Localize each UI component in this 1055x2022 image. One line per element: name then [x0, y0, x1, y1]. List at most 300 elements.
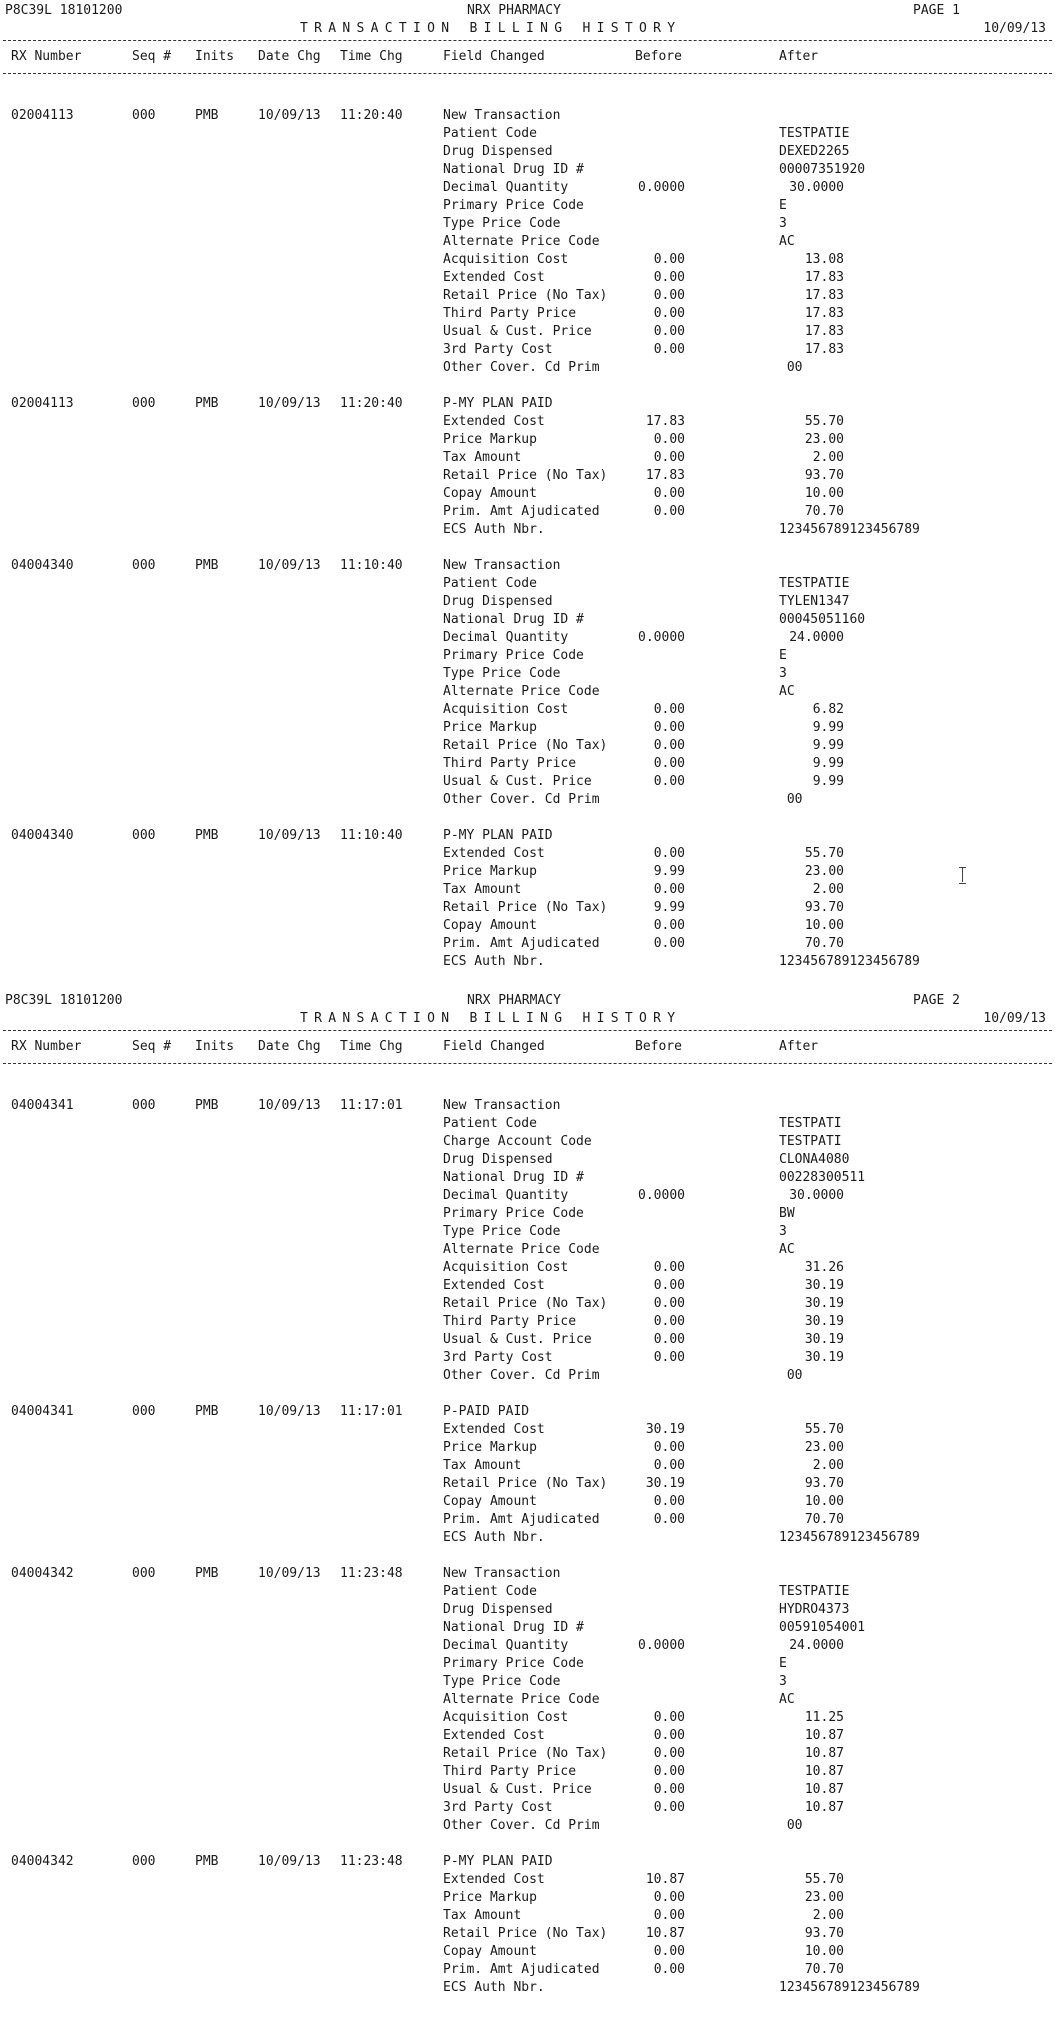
after-value: 31.26: [804, 1260, 844, 1275]
field-changed: New Transaction: [443, 1098, 561, 1113]
before-value: 0.0000: [638, 1638, 685, 1653]
transaction-line: [0, 162, 1055, 180]
before-value: 0.00: [653, 450, 685, 465]
transaction-line: [0, 954, 1055, 972]
before-value: 0.00: [653, 756, 685, 771]
field-changed: Primary Price Code: [443, 648, 584, 663]
seq-number: 000: [132, 828, 156, 843]
field-changed: Price Markup: [443, 1890, 537, 1905]
field-changed: P-PAID PAID: [443, 1404, 530, 1419]
field-changed: P-MY PLAN PAID: [443, 828, 553, 843]
field-changed: Retail Price (No Tax): [443, 288, 608, 303]
rx-number: 02004113: [11, 396, 74, 411]
after-value: 00228300511: [779, 1170, 866, 1185]
before-value: 0.00: [653, 288, 685, 303]
field-changed: Acquisition Cost: [443, 702, 569, 717]
field-changed: P-MY PLAN PAID: [443, 396, 553, 411]
transaction-line: [0, 1566, 1055, 1584]
transaction-line: [0, 198, 1055, 216]
seq-number: 000: [132, 558, 156, 573]
transaction-line: [0, 1872, 1055, 1890]
transaction-line: [0, 1962, 1055, 1980]
after-value: 24.0000: [789, 1638, 844, 1653]
before-value: 0.00: [653, 1494, 685, 1509]
field-changed: Drug Dispensed: [443, 594, 553, 609]
after-value: 17.83: [804, 270, 844, 285]
transaction-line: [0, 486, 1055, 504]
transaction-line: [0, 1296, 1055, 1314]
field-changed: Third Party Price: [443, 306, 577, 321]
field-changed: Patient Code: [443, 1116, 537, 1131]
after-value: 30.19: [804, 1296, 844, 1311]
report-title: TRANSACTION BILLING HISTORY: [300, 1011, 682, 1026]
after-value: E: [779, 1656, 787, 1671]
after-value: 30.0000: [789, 1188, 844, 1203]
column-headers: [0, 1031, 1055, 1063]
transaction-line: [0, 450, 1055, 468]
seq-number: 000: [132, 1566, 156, 1581]
field-changed: Other Cover. Cd Prim: [443, 792, 600, 807]
field-changed: Alternate Price Code: [443, 234, 600, 249]
after-value: HYDRO4373: [779, 1602, 850, 1617]
transaction-block: [0, 828, 1055, 972]
field-changed: Primary Price Code: [443, 1206, 584, 1221]
field-changed: Extended Cost: [443, 270, 545, 285]
before-value: 0.00: [653, 270, 685, 285]
field-changed: P-MY PLAN PAID: [443, 1854, 553, 1869]
transaction-line: [0, 1746, 1055, 1764]
after-value: 23.00: [804, 1440, 844, 1455]
before-value: 0.00: [653, 324, 685, 339]
before-value: 0.00: [653, 1710, 685, 1725]
after-value: E: [779, 198, 787, 213]
date-changed: 10/09/13: [258, 558, 321, 573]
after-value: 23.00: [804, 1890, 844, 1905]
after-value: 10.87: [804, 1746, 844, 1761]
transaction-block: [0, 1098, 1055, 1386]
after-value: 10.87: [804, 1764, 844, 1779]
after-value: AC: [779, 1692, 795, 1707]
after-value: 6.82: [812, 702, 844, 717]
after-value: 55.70: [804, 846, 844, 861]
field-changed: Other Cover. Cd Prim: [443, 360, 600, 375]
after-value: 17.83: [804, 288, 844, 303]
before-value: 0.00: [653, 342, 685, 357]
transaction-line: [0, 1332, 1055, 1350]
field-changed: Extended Cost: [443, 846, 545, 861]
before-value: 0.00: [653, 1332, 685, 1347]
after-value: 23.00: [804, 864, 844, 879]
after-value: AC: [779, 1242, 795, 1257]
before-value: 0.00: [653, 504, 685, 519]
seq-number: 000: [132, 1854, 156, 1869]
after-value: 30.0000: [789, 180, 844, 195]
after-value: 9.99: [812, 756, 844, 771]
before-value: 0.00: [653, 1260, 685, 1275]
after-value: TESTPATI: [779, 1134, 842, 1149]
after-value: 70.70: [804, 1962, 844, 1977]
column-header-date: Date Chg: [258, 49, 321, 64]
time-changed: 11:17:01: [340, 1404, 403, 1419]
transaction-line: [0, 756, 1055, 774]
transaction-line: [0, 1188, 1055, 1206]
after-value: 00: [779, 792, 803, 807]
after-value: 2.00: [812, 1908, 844, 1923]
after-value: 123456789123456789: [779, 954, 920, 969]
after-value: 123456789123456789: [779, 1530, 920, 1545]
transaction-line: [0, 1692, 1055, 1710]
after-value: 2.00: [812, 450, 844, 465]
transaction-line: [0, 1314, 1055, 1332]
field-changed: Acquisition Cost: [443, 1710, 569, 1725]
field-changed: Patient Code: [443, 126, 537, 141]
transaction-line: [0, 1476, 1055, 1494]
transaction-line: [0, 1602, 1055, 1620]
transaction-block: [0, 108, 1055, 378]
after-value: TESTPATI: [779, 1116, 842, 1131]
field-changed: Usual & Cust. Price: [443, 1782, 592, 1797]
transaction-line: [0, 1926, 1055, 1944]
field-changed: Retail Price (No Tax): [443, 468, 608, 483]
field-changed: Acquisition Cost: [443, 252, 569, 267]
before-value: 0.00: [653, 738, 685, 753]
transaction-line: [0, 792, 1055, 810]
column-header-rx: RX Number: [11, 49, 82, 64]
before-value: 0.00: [653, 1944, 685, 1959]
field-changed: Copay Amount: [443, 1944, 537, 1959]
column-header-after: After: [779, 49, 819, 64]
transaction-line: [0, 1260, 1055, 1278]
before-value: 0.00: [653, 1908, 685, 1923]
after-value: CLONA4080: [779, 1152, 850, 1167]
transaction-line: [0, 1890, 1055, 1908]
field-changed: Third Party Price: [443, 1314, 577, 1329]
transaction-line: [0, 828, 1055, 846]
after-value: 93.70: [804, 1926, 844, 1941]
after-value: 9.99: [812, 738, 844, 753]
before-value: 10.87: [645, 1872, 685, 1887]
transaction-line: [0, 1350, 1055, 1368]
transaction-line: [0, 738, 1055, 756]
report-page: [0, 990, 1055, 1998]
field-changed: Type Price Code: [443, 1674, 561, 1689]
column-header-before: Before: [635, 49, 682, 64]
before-value: 30.19: [645, 1476, 685, 1491]
date-changed: 10/09/13: [258, 1566, 321, 1581]
page-number: PAGE 2: [913, 993, 960, 1008]
initials: PMB: [195, 108, 219, 123]
before-value: 9.99: [653, 864, 685, 879]
after-value: BW: [779, 1206, 795, 1221]
page-header: [0, 0, 1055, 40]
before-value: 0.0000: [638, 630, 685, 645]
field-changed: 3rd Party Cost: [443, 1800, 553, 1815]
after-value: 30.19: [804, 1332, 844, 1347]
field-changed: Decimal Quantity: [443, 180, 569, 195]
after-value: 3: [779, 216, 787, 231]
before-value: 0.00: [653, 1512, 685, 1527]
after-value: 17.83: [804, 342, 844, 357]
field-changed: Alternate Price Code: [443, 684, 600, 699]
field-changed: Retail Price (No Tax): [443, 900, 608, 915]
after-value: 3: [779, 1674, 787, 1689]
after-value: 3: [779, 666, 787, 681]
transaction-line: [0, 1368, 1055, 1386]
after-value: 00: [779, 1818, 803, 1833]
field-changed: Type Price Code: [443, 216, 561, 231]
after-value: 23.00: [804, 432, 844, 447]
after-value: 70.70: [804, 504, 844, 519]
transaction-line: [0, 522, 1055, 540]
field-changed: Decimal Quantity: [443, 630, 569, 645]
after-value: TESTPATIE: [779, 126, 850, 141]
time-changed: 11:23:48: [340, 1566, 403, 1581]
transaction-line: [0, 1098, 1055, 1116]
transaction-line: [0, 1764, 1055, 1782]
field-changed: Copay Amount: [443, 918, 537, 933]
before-value: 0.0000: [638, 1188, 685, 1203]
initials: PMB: [195, 1098, 219, 1113]
transaction-line: [0, 1512, 1055, 1530]
field-changed: National Drug ID #: [443, 1170, 584, 1185]
after-value: 2.00: [812, 882, 844, 897]
field-changed: Tax Amount: [443, 882, 522, 897]
transaction-line: [0, 1206, 1055, 1224]
before-value: 0.00: [653, 936, 685, 951]
after-value: 93.70: [804, 1476, 844, 1491]
transaction-line: [0, 1494, 1055, 1512]
initials: PMB: [195, 396, 219, 411]
transaction-line: [0, 864, 1055, 882]
initials: PMB: [195, 558, 219, 573]
time-changed: 11:20:40: [340, 108, 403, 123]
field-changed: Price Markup: [443, 864, 537, 879]
transaction-line: [0, 1278, 1055, 1296]
transaction-line: [0, 1728, 1055, 1746]
before-value: 10.87: [645, 1926, 685, 1941]
field-changed: Third Party Price: [443, 756, 577, 771]
transaction-line: [0, 1674, 1055, 1692]
rx-number: 04004342: [11, 1854, 74, 1869]
after-value: 55.70: [804, 414, 844, 429]
transaction-line: [0, 324, 1055, 342]
seq-number: 000: [132, 396, 156, 411]
field-changed: Extended Cost: [443, 1278, 545, 1293]
field-changed: Extended Cost: [443, 1728, 545, 1743]
field-changed: Copay Amount: [443, 1494, 537, 1509]
before-value: 0.00: [653, 1296, 685, 1311]
transaction-line: [0, 1458, 1055, 1476]
field-changed: Tax Amount: [443, 450, 522, 465]
transaction-line: [0, 180, 1055, 198]
field-changed: Primary Price Code: [443, 1656, 584, 1671]
transaction-line: [0, 1116, 1055, 1134]
transaction-line: [0, 1422, 1055, 1440]
field-changed: Alternate Price Code: [443, 1692, 600, 1707]
field-changed: Type Price Code: [443, 666, 561, 681]
initials: PMB: [195, 1854, 219, 1869]
transaction-line: [0, 396, 1055, 414]
before-value: 0.00: [653, 1314, 685, 1329]
before-value: 0.00: [653, 1962, 685, 1977]
field-changed: 3rd Party Cost: [443, 342, 553, 357]
transaction-line: [0, 576, 1055, 594]
pharmacy-name: NRX PHARMACY: [467, 993, 561, 1008]
after-value: 93.70: [804, 468, 844, 483]
field-changed: Prim. Amt Ajudicated: [443, 936, 600, 951]
date-changed: 10/09/13: [258, 1854, 321, 1869]
transaction-line: [0, 1242, 1055, 1260]
before-value: 0.00: [653, 432, 685, 447]
field-changed: Decimal Quantity: [443, 1188, 569, 1203]
column-header-inits: Inits: [195, 1039, 235, 1054]
transaction-line: [0, 1638, 1055, 1656]
transaction-line: [0, 702, 1055, 720]
transaction-line: [0, 918, 1055, 936]
transaction-line: [0, 414, 1055, 432]
field-changed: Retail Price (No Tax): [443, 1746, 608, 1761]
page-number: PAGE 1: [913, 3, 960, 18]
transaction-line: [0, 306, 1055, 324]
before-value: 0.00: [653, 846, 685, 861]
field-changed: Extended Cost: [443, 1422, 545, 1437]
transaction-line: [0, 1224, 1055, 1242]
field-changed: Price Markup: [443, 432, 537, 447]
after-value: 00591054001: [779, 1620, 866, 1635]
transaction-line: [0, 1818, 1055, 1836]
field-changed: Retail Price (No Tax): [443, 1296, 608, 1311]
before-value: 30.19: [645, 1422, 685, 1437]
field-changed: Type Price Code: [443, 1224, 561, 1239]
transaction-line: [0, 1944, 1055, 1962]
transaction-line: [0, 468, 1055, 486]
before-value: 0.00: [653, 1800, 685, 1815]
before-value: 0.00: [653, 720, 685, 735]
field-changed: National Drug ID #: [443, 612, 584, 627]
transaction-line: [0, 1656, 1055, 1674]
transaction-line: [0, 1980, 1055, 1998]
report-date: 10/09/13: [983, 21, 1046, 36]
after-value: 123456789123456789: [779, 1980, 920, 1995]
column-header-field: Field Changed: [443, 49, 545, 64]
after-value: 10.00: [804, 486, 844, 501]
time-changed: 11:17:01: [340, 1098, 403, 1113]
column-header-rx: RX Number: [11, 1039, 82, 1054]
column-header-inits: Inits: [195, 49, 235, 64]
before-value: 0.00: [653, 882, 685, 897]
time-changed: 11:20:40: [340, 396, 403, 411]
field-changed: Other Cover. Cd Prim: [443, 1818, 600, 1833]
column-header-field: Field Changed: [443, 1039, 545, 1054]
time-changed: 11:10:40: [340, 828, 403, 843]
date-changed: 10/09/13: [258, 828, 321, 843]
before-value: 0.00: [653, 1458, 685, 1473]
date-changed: 10/09/13: [258, 1098, 321, 1113]
field-changed: Drug Dispensed: [443, 144, 553, 159]
transaction-line: [0, 1710, 1055, 1728]
after-value: 24.0000: [789, 630, 844, 645]
transaction-line: [0, 270, 1055, 288]
after-value: 10.00: [804, 1944, 844, 1959]
transaction-line: [0, 108, 1055, 126]
transaction-line: [0, 360, 1055, 378]
transaction-line: [0, 594, 1055, 612]
transaction-line: [0, 666, 1055, 684]
before-value: 0.00: [653, 306, 685, 321]
after-value: 00: [779, 360, 803, 375]
after-value: AC: [779, 684, 795, 699]
transaction-block: [0, 1854, 1055, 1998]
transaction-line: [0, 216, 1055, 234]
rx-number: 04004340: [11, 558, 74, 573]
after-value: TESTPATIE: [779, 1584, 850, 1599]
transaction-block: [0, 1566, 1055, 1836]
after-value: TESTPATIE: [779, 576, 850, 591]
transaction-line: [0, 900, 1055, 918]
seq-number: 000: [132, 1098, 156, 1113]
rx-number: 04004342: [11, 1566, 74, 1581]
field-changed: Retail Price (No Tax): [443, 1926, 608, 1941]
rx-number: 04004341: [11, 1404, 74, 1419]
field-changed: Prim. Amt Ajudicated: [443, 1962, 600, 1977]
transaction-line: [0, 774, 1055, 792]
column-headers: [0, 41, 1055, 73]
transaction-line: [0, 126, 1055, 144]
field-changed: Patient Code: [443, 1584, 537, 1599]
transaction-line: [0, 342, 1055, 360]
after-value: 123456789123456789: [779, 522, 920, 537]
transaction-line: [0, 882, 1055, 900]
rx-number: 04004340: [11, 828, 74, 843]
transaction-line: [0, 1440, 1055, 1458]
before-value: 9.99: [653, 900, 685, 915]
field-changed: Prim. Amt Ajudicated: [443, 504, 600, 519]
transaction-line: [0, 630, 1055, 648]
field-changed: New Transaction: [443, 108, 561, 123]
transaction-line: [0, 1170, 1055, 1188]
after-value: 11.25: [804, 1710, 844, 1725]
report-id: P8C39L 18101200: [5, 993, 123, 1008]
after-value: DEXED2265: [779, 144, 850, 159]
rx-number: 04004341: [11, 1098, 74, 1113]
transaction-line: [0, 648, 1055, 666]
before-value: 0.00: [653, 918, 685, 933]
date-changed: 10/09/13: [258, 108, 321, 123]
page-header: [0, 990, 1055, 1030]
transaction-line: [0, 234, 1055, 252]
after-value: 10.00: [804, 1494, 844, 1509]
transaction-line: [0, 936, 1055, 954]
column-header-seq: Seq #: [132, 49, 172, 64]
field-changed: Copay Amount: [443, 486, 537, 501]
before-value: 17.83: [645, 468, 685, 483]
transaction-line: [0, 558, 1055, 576]
field-changed: 3rd Party Cost: [443, 1350, 553, 1365]
transaction-line: [0, 504, 1055, 522]
report-page: [0, 0, 1055, 972]
after-value: 3: [779, 1224, 787, 1239]
field-changed: Usual & Cust. Price: [443, 324, 592, 339]
after-value: 2.00: [812, 1458, 844, 1473]
before-value: 17.83: [645, 414, 685, 429]
field-changed: Other Cover. Cd Prim: [443, 1368, 600, 1383]
field-changed: Tax Amount: [443, 1908, 522, 1923]
before-value: 0.0000: [638, 180, 685, 195]
transaction-line: [0, 1152, 1055, 1170]
field-changed: Drug Dispensed: [443, 1602, 553, 1617]
initials: PMB: [195, 1404, 219, 1419]
after-value: 10.00: [804, 918, 844, 933]
